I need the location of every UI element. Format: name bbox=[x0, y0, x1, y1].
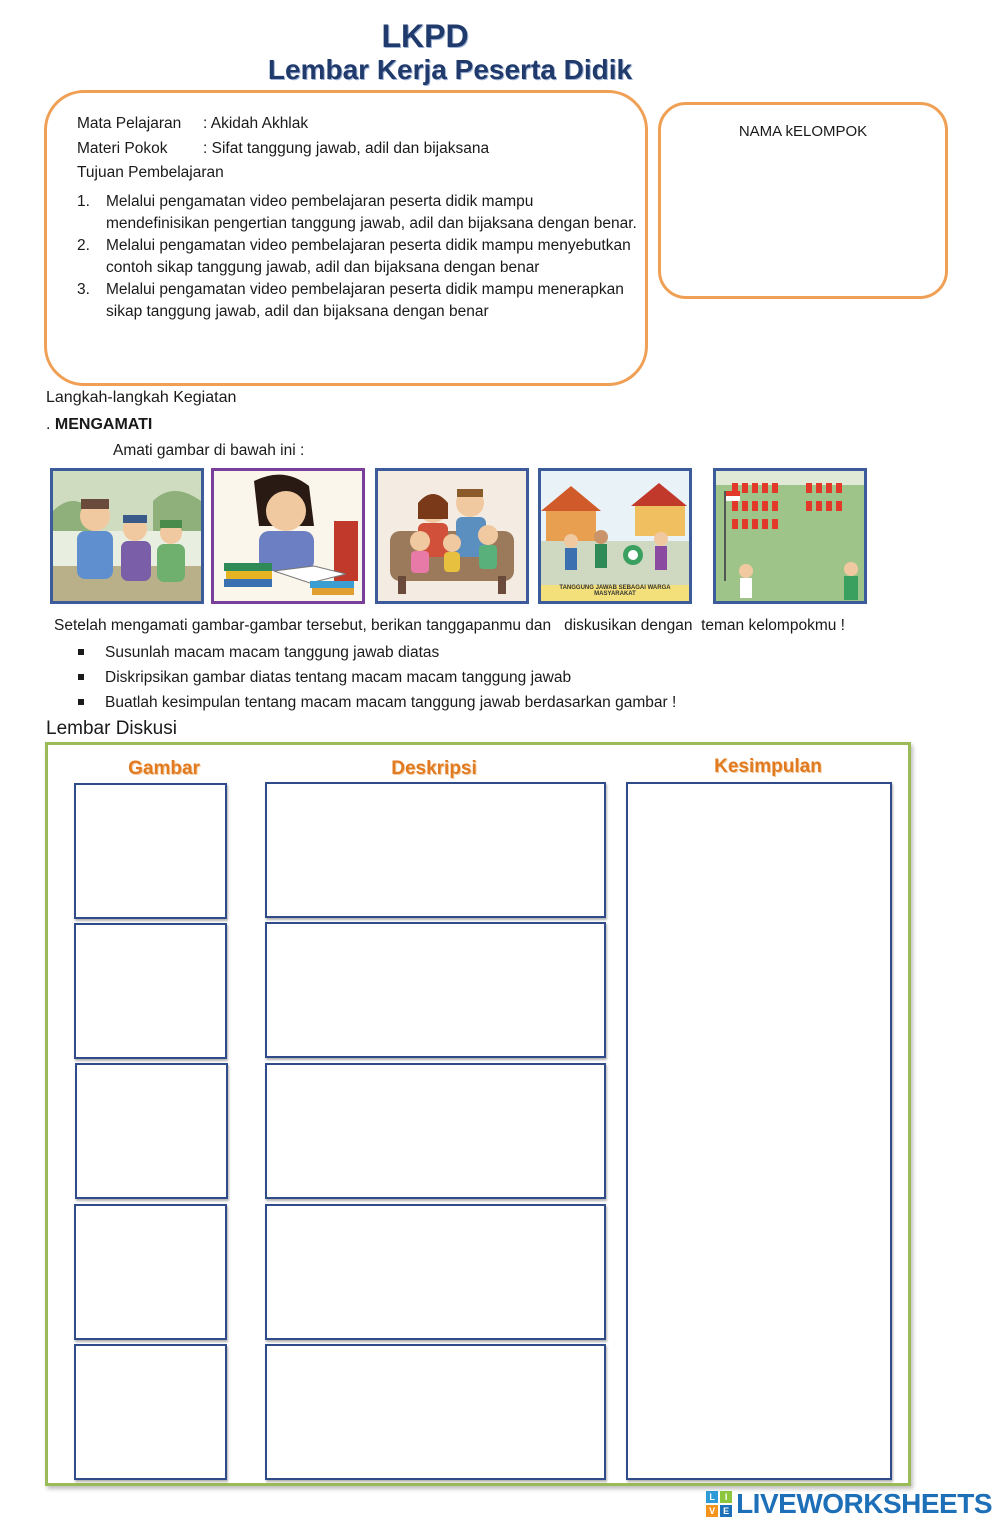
topic-label: Materi Pokok bbox=[77, 140, 168, 157]
subject-label: Mata Pelajaran bbox=[77, 115, 182, 132]
group-name-title: NAMA kELOMPOK bbox=[738, 123, 868, 140]
image-cell-2[interactable] bbox=[74, 923, 227, 1059]
family-on-sofa-illustration bbox=[375, 468, 529, 604]
image-cell-5[interactable] bbox=[74, 1344, 227, 1480]
goals-label: Tujuan Pembelajaran bbox=[77, 164, 224, 181]
page-subtitle: Lembar Kerja Peserta Didik bbox=[267, 54, 633, 85]
description-cell-3[interactable] bbox=[265, 1063, 606, 1199]
description-cell-4[interactable] bbox=[265, 1204, 606, 1340]
goal-item: 3. Melalui pengamatan video pembelajaran peserta didik mampu menerapkan sikap tanggung jawab, adil dan bijaksana dengan benar bbox=[77, 281, 624, 320]
lesson-info-box bbox=[44, 90, 648, 386]
bullet-square-icon bbox=[78, 674, 84, 680]
bullet-square-icon bbox=[78, 699, 84, 705]
girl-studying-illustration bbox=[211, 468, 365, 604]
flag-ceremony-illustration bbox=[713, 468, 867, 604]
bullet-square-icon bbox=[78, 649, 84, 655]
observe-heading: . MENGAMATI bbox=[46, 416, 153, 433]
logo-text: LIVEWORKSHEETS bbox=[736, 1488, 992, 1519]
steps-label: Langkah-langkah Kegiatan bbox=[46, 389, 237, 406]
image-cell-4[interactable] bbox=[74, 1204, 227, 1340]
group-name-box[interactable] bbox=[658, 102, 948, 299]
column-head-description: Deskripsi bbox=[391, 758, 477, 779]
description-cell-2[interactable] bbox=[265, 922, 606, 1058]
liveworksheets-logo[interactable] bbox=[706, 1488, 992, 1520]
task-bullet-item: Susunlah macam macam tanggung jawab diatas bbox=[76, 640, 676, 665]
goals-list bbox=[77, 191, 637, 323]
column-head-conclusion: Kesimpulan bbox=[714, 756, 822, 777]
description-cell-1[interactable] bbox=[265, 782, 606, 918]
community-cleanup-illustration bbox=[538, 468, 692, 604]
discussion-title: Lembar Diskusi bbox=[46, 718, 177, 739]
task-bullet-item: Diskripsikan gambar diatas tentang macam macam tanggung jawab bbox=[76, 665, 676, 690]
column-head-image: Gambar bbox=[128, 758, 200, 779]
task-intro: Setelah mengamati gambar-gambar tersebut, berikan tanggapanmu dan diskusikan dengan teman kelompokmu ! bbox=[54, 617, 845, 634]
page-title: LKPD bbox=[381, 18, 469, 54]
logo-grid-icon: L I V E bbox=[706, 1491, 732, 1517]
conclusion-cell[interactable] bbox=[626, 782, 892, 1480]
subject-value: : Akidah Akhlak bbox=[203, 115, 309, 132]
subject-row bbox=[77, 115, 308, 133]
description-cell-5[interactable] bbox=[265, 1344, 606, 1480]
praying-children-illustration bbox=[50, 468, 204, 604]
task-bullets bbox=[76, 640, 676, 715]
image-cell-3[interactable] bbox=[75, 1063, 228, 1199]
task-bullet-item: Buatlah kesimpulan tentang macam macam tanggung jawab berdasarkan gambar ! bbox=[76, 690, 676, 715]
goal-item: 1. Melalui pengamatan video pembelajaran peserta didik mampu mendefinisikan pengertian tanggung jawab, adil dan bijaksana dengan benar. bbox=[77, 193, 637, 232]
topic-row bbox=[77, 140, 489, 158]
discussion-frame bbox=[45, 742, 911, 1486]
community-caption: TANGGUNG JAWAB SEBAGAI WARGA MASYARAKAT bbox=[559, 585, 671, 597]
observe-instruction: Amati gambar di bawah ini : bbox=[113, 442, 305, 459]
goal-item: 2. Melalui pengamatan video pembelajaran peserta didik mampu menyebutkan contoh sikap tanggung jawab, adil dan bijaksana dengan benar bbox=[77, 237, 631, 276]
image-cell-1[interactable] bbox=[74, 783, 227, 919]
topic-value: : Sifat tanggung jawab, adil dan bijaksana bbox=[203, 140, 490, 157]
